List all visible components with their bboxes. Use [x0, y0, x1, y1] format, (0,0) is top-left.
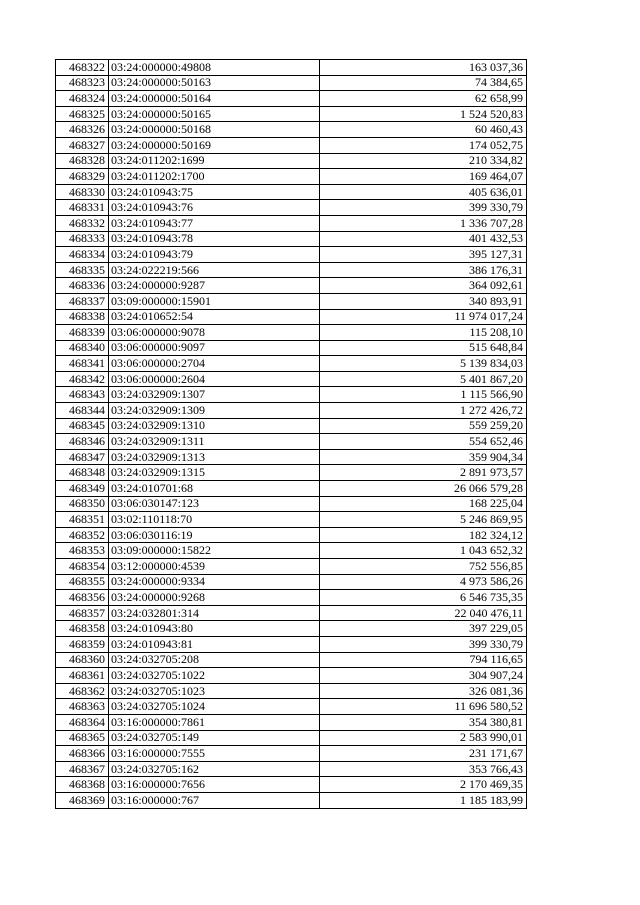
cadastral-number: 03:16:000000:7555: [109, 746, 320, 762]
table-row: [56, 559, 527, 575]
row-number: 468363: [56, 699, 109, 715]
row-number: 468323: [56, 75, 109, 91]
cadastral-number: 03:24:032705:149: [109, 730, 320, 746]
cadastral-value: 2 583 990,01: [320, 730, 527, 746]
table-row: [56, 761, 527, 777]
cadastral-value: 1 043 652,32: [320, 543, 527, 559]
cadastral-number: 03:24:010701:68: [109, 481, 320, 497]
cadastral-number: 03:24:010652:54: [109, 309, 320, 325]
cadastral-value: 401 432,53: [320, 231, 527, 247]
cadastral-number: 03:24:032801:314: [109, 605, 320, 621]
cadastral-value: 752 556,85: [320, 559, 527, 575]
table-row: [56, 293, 527, 309]
table-row: [56, 652, 527, 668]
row-number: 468340: [56, 340, 109, 356]
row-number: 468329: [56, 169, 109, 185]
row-number: 468324: [56, 91, 109, 107]
cadastral-number: 03:12:000000:4539: [109, 559, 320, 575]
cadastral-value: 163 037,36: [320, 60, 527, 76]
cadastral-value: 115 208,10: [320, 325, 527, 341]
row-number: 468369: [56, 792, 109, 808]
row-number: 468366: [56, 746, 109, 762]
cadastral-value: 364 092,61: [320, 278, 527, 294]
cadastral-number: 03:06:000000:9078: [109, 325, 320, 341]
cadastral-number: 03:24:000000:49808: [109, 60, 320, 76]
cadastral-number: 03:24:032705:1022: [109, 668, 320, 684]
row-number: 468338: [56, 309, 109, 325]
table-row: [56, 231, 527, 247]
row-number: 468361: [56, 668, 109, 684]
cadastral-number: 03:24:032705:1023: [109, 683, 320, 699]
table-row: [56, 247, 527, 263]
cadastral-value: 62 658,99: [320, 91, 527, 107]
cadastral-value: 515 648,84: [320, 340, 527, 356]
cadastral-number: 03:16:000000:7656: [109, 777, 320, 793]
row-number: 468354: [56, 559, 109, 575]
cadastral-number: 03:06:000000:2604: [109, 371, 320, 387]
table-row: [56, 137, 527, 153]
table-row: [56, 387, 527, 403]
cadastral-number: 03:24:010943:79: [109, 247, 320, 263]
cadastral-value: 174 052,75: [320, 137, 527, 153]
row-number: 468350: [56, 496, 109, 512]
cadastral-number: 03:24:022219:566: [109, 262, 320, 278]
row-number: 468337: [56, 293, 109, 309]
cadastral-number: 03:24:032705:208: [109, 652, 320, 668]
cadastral-value: 74 384,65: [320, 75, 527, 91]
cadastral-number: 03:24:011202:1700: [109, 169, 320, 185]
cadastral-value: 182 324,12: [320, 527, 527, 543]
cadastral-value: 60 460,43: [320, 122, 527, 138]
row-number: 468346: [56, 434, 109, 450]
cadastral-number: 03:24:000000:50163: [109, 75, 320, 91]
cadastral-number: 03:24:010943:76: [109, 200, 320, 216]
cadastral-value: 5 139 834,03: [320, 356, 527, 372]
cadastral-value: 5 401 867,20: [320, 371, 527, 387]
cadastral-number: 03:24:032909:1310: [109, 418, 320, 434]
cadastral-number: 03:06:030116:19: [109, 527, 320, 543]
row-number: 468333: [56, 231, 109, 247]
row-number: 468368: [56, 777, 109, 793]
cadastral-value: 210 334,82: [320, 153, 527, 169]
row-number: 468331: [56, 200, 109, 216]
cadastral-value: 397 229,05: [320, 621, 527, 637]
table-row: [56, 699, 527, 715]
cadastral-number: 03:24:032909:1315: [109, 465, 320, 481]
cadastral-number: 03:02:110118:70: [109, 512, 320, 528]
row-number: 468358: [56, 621, 109, 637]
row-number: 468352: [56, 527, 109, 543]
cadastral-value-table: [55, 59, 527, 809]
row-number: 468325: [56, 106, 109, 122]
cadastral-number: 03:24:011202:1699: [109, 153, 320, 169]
cadastral-value: 386 176,31: [320, 262, 527, 278]
row-number: 468334: [56, 247, 109, 263]
table-row: [56, 621, 527, 637]
table-row: [56, 262, 527, 278]
table-row: [56, 746, 527, 762]
cadastral-number: 03:06:000000:9097: [109, 340, 320, 356]
row-number: 468342: [56, 371, 109, 387]
table-row: [56, 325, 527, 341]
cadastral-value: 353 766,43: [320, 761, 527, 777]
cadastral-value: 6 546 735,35: [320, 590, 527, 606]
cadastral-number: 03:06:030147:123: [109, 496, 320, 512]
cadastral-value: 4 973 586,26: [320, 574, 527, 590]
table-row: [56, 465, 527, 481]
row-number: 468367: [56, 761, 109, 777]
cadastral-number: 03:16:000000:767: [109, 792, 320, 808]
table-row: [56, 777, 527, 793]
row-number: 468355: [56, 574, 109, 590]
table-row: [56, 792, 527, 808]
cadastral-number: 03:24:000000:50165: [109, 106, 320, 122]
cadastral-value: 1 115 566,90: [320, 387, 527, 403]
table-row: [56, 481, 527, 497]
row-number: 468360: [56, 652, 109, 668]
cadastral-number: 03:09:000000:15822: [109, 543, 320, 559]
cadastral-number: 03:24:000000:9268: [109, 590, 320, 606]
cadastral-value: 2 170 469,35: [320, 777, 527, 793]
table-row: [56, 636, 527, 652]
table-row: [56, 730, 527, 746]
row-number: 468359: [56, 636, 109, 652]
table-row: [56, 449, 527, 465]
cadastral-value: 1 524 520,83: [320, 106, 527, 122]
row-number: 468353: [56, 543, 109, 559]
cadastral-value: 304 907,24: [320, 668, 527, 684]
cadastral-value: 26 066 579,28: [320, 481, 527, 497]
row-number: 468351: [56, 512, 109, 528]
cadastral-number: 03:24:000000:50168: [109, 122, 320, 138]
cadastral-number: 03:24:032909:1313: [109, 449, 320, 465]
cadastral-value: 22 040 476,11: [320, 605, 527, 621]
cadastral-value: 354 380,81: [320, 714, 527, 730]
table-row: [56, 91, 527, 107]
table-row: [56, 590, 527, 606]
table-row: [56, 75, 527, 91]
table-row: [56, 668, 527, 684]
table-row: [56, 496, 527, 512]
row-number: 468332: [56, 215, 109, 231]
cadastral-number: 03:09:000000:15901: [109, 293, 320, 309]
row-number: 468349: [56, 481, 109, 497]
row-number: 468345: [56, 418, 109, 434]
table-row: [56, 605, 527, 621]
cadastral-number: 03:24:010943:78: [109, 231, 320, 247]
row-number: 468356: [56, 590, 109, 606]
row-number: 468328: [56, 153, 109, 169]
cadastral-number: 03:24:000000:9334: [109, 574, 320, 590]
row-number: 468322: [56, 60, 109, 76]
cadastral-number: 03:24:032705:1024: [109, 699, 320, 715]
cadastral-value: 326 081,36: [320, 683, 527, 699]
table-row: [56, 106, 527, 122]
cadastral-number: 03:24:010943:80: [109, 621, 320, 637]
cadastral-value: 340 893,91: [320, 293, 527, 309]
table-body: [56, 60, 527, 809]
cadastral-value: 554 652,46: [320, 434, 527, 450]
cadastral-value: 359 904,34: [320, 449, 527, 465]
cadastral-number: 03:16:000000:7861: [109, 714, 320, 730]
row-number: 468339: [56, 325, 109, 341]
cadastral-value: 5 246 869,95: [320, 512, 527, 528]
cadastral-value: 399 330,79: [320, 636, 527, 652]
row-number: 468348: [56, 465, 109, 481]
table-row: [56, 153, 527, 169]
row-number: 468336: [56, 278, 109, 294]
row-number: 468343: [56, 387, 109, 403]
cadastral-value: 2 891 973,57: [320, 465, 527, 481]
row-number: 468365: [56, 730, 109, 746]
table-row: [56, 371, 527, 387]
table-row: [56, 340, 527, 356]
row-number: 468330: [56, 184, 109, 200]
cadastral-value: 169 464,07: [320, 169, 527, 185]
row-number: 468335: [56, 262, 109, 278]
cadastral-value: 11 696 580,52: [320, 699, 527, 715]
cadastral-value: 11 974 017,24: [320, 309, 527, 325]
table-row: [56, 683, 527, 699]
cadastral-number: 03:06:000000:2704: [109, 356, 320, 372]
table-row: [56, 434, 527, 450]
cadastral-number: 03:24:000000:50169: [109, 137, 320, 153]
table-row: [56, 574, 527, 590]
table-row: [56, 200, 527, 216]
table-row: [56, 122, 527, 138]
cadastral-value: 395 127,31: [320, 247, 527, 263]
cadastral-value: 168 225,04: [320, 496, 527, 512]
cadastral-number: 03:24:032705:162: [109, 761, 320, 777]
table-row: [56, 418, 527, 434]
cadastral-value: 1 272 426,72: [320, 403, 527, 419]
cadastral-number: 03:24:032909:1307: [109, 387, 320, 403]
table-row: [56, 356, 527, 372]
table-row: [56, 512, 527, 528]
cadastral-number: 03:24:010943:75: [109, 184, 320, 200]
table-row: [56, 278, 527, 294]
cadastral-value: 231 171,67: [320, 746, 527, 762]
row-number: 468357: [56, 605, 109, 621]
row-number: 468327: [56, 137, 109, 153]
table-row: [56, 309, 527, 325]
table-row: [56, 543, 527, 559]
table-row: [56, 403, 527, 419]
cadastral-value: 1 336 707,28: [320, 215, 527, 231]
row-number: 468362: [56, 683, 109, 699]
table-row: [56, 60, 527, 76]
cadastral-value: 794 116,65: [320, 652, 527, 668]
cadastral-number: 03:24:000000:9287: [109, 278, 320, 294]
table-row: [56, 169, 527, 185]
row-number: 468347: [56, 449, 109, 465]
cadastral-number: 03:24:010943:77: [109, 215, 320, 231]
cadastral-number: 03:24:010943:81: [109, 636, 320, 652]
cadastral-value: 1 185 183,99: [320, 792, 527, 808]
row-number: 468326: [56, 122, 109, 138]
table-row: [56, 184, 527, 200]
document-page: [55, 59, 527, 809]
cadastral-value: 559 259,20: [320, 418, 527, 434]
cadastral-number: 03:24:032909:1311: [109, 434, 320, 450]
cadastral-value: 405 636,01: [320, 184, 527, 200]
table-row: [56, 527, 527, 543]
row-number: 468364: [56, 714, 109, 730]
row-number: 468344: [56, 403, 109, 419]
cadastral-value: 399 330,79: [320, 200, 527, 216]
table-row: [56, 714, 527, 730]
cadastral-number: 03:24:000000:50164: [109, 91, 320, 107]
cadastral-number: 03:24:032909:1309: [109, 403, 320, 419]
row-number: 468341: [56, 356, 109, 372]
table-row: [56, 215, 527, 231]
